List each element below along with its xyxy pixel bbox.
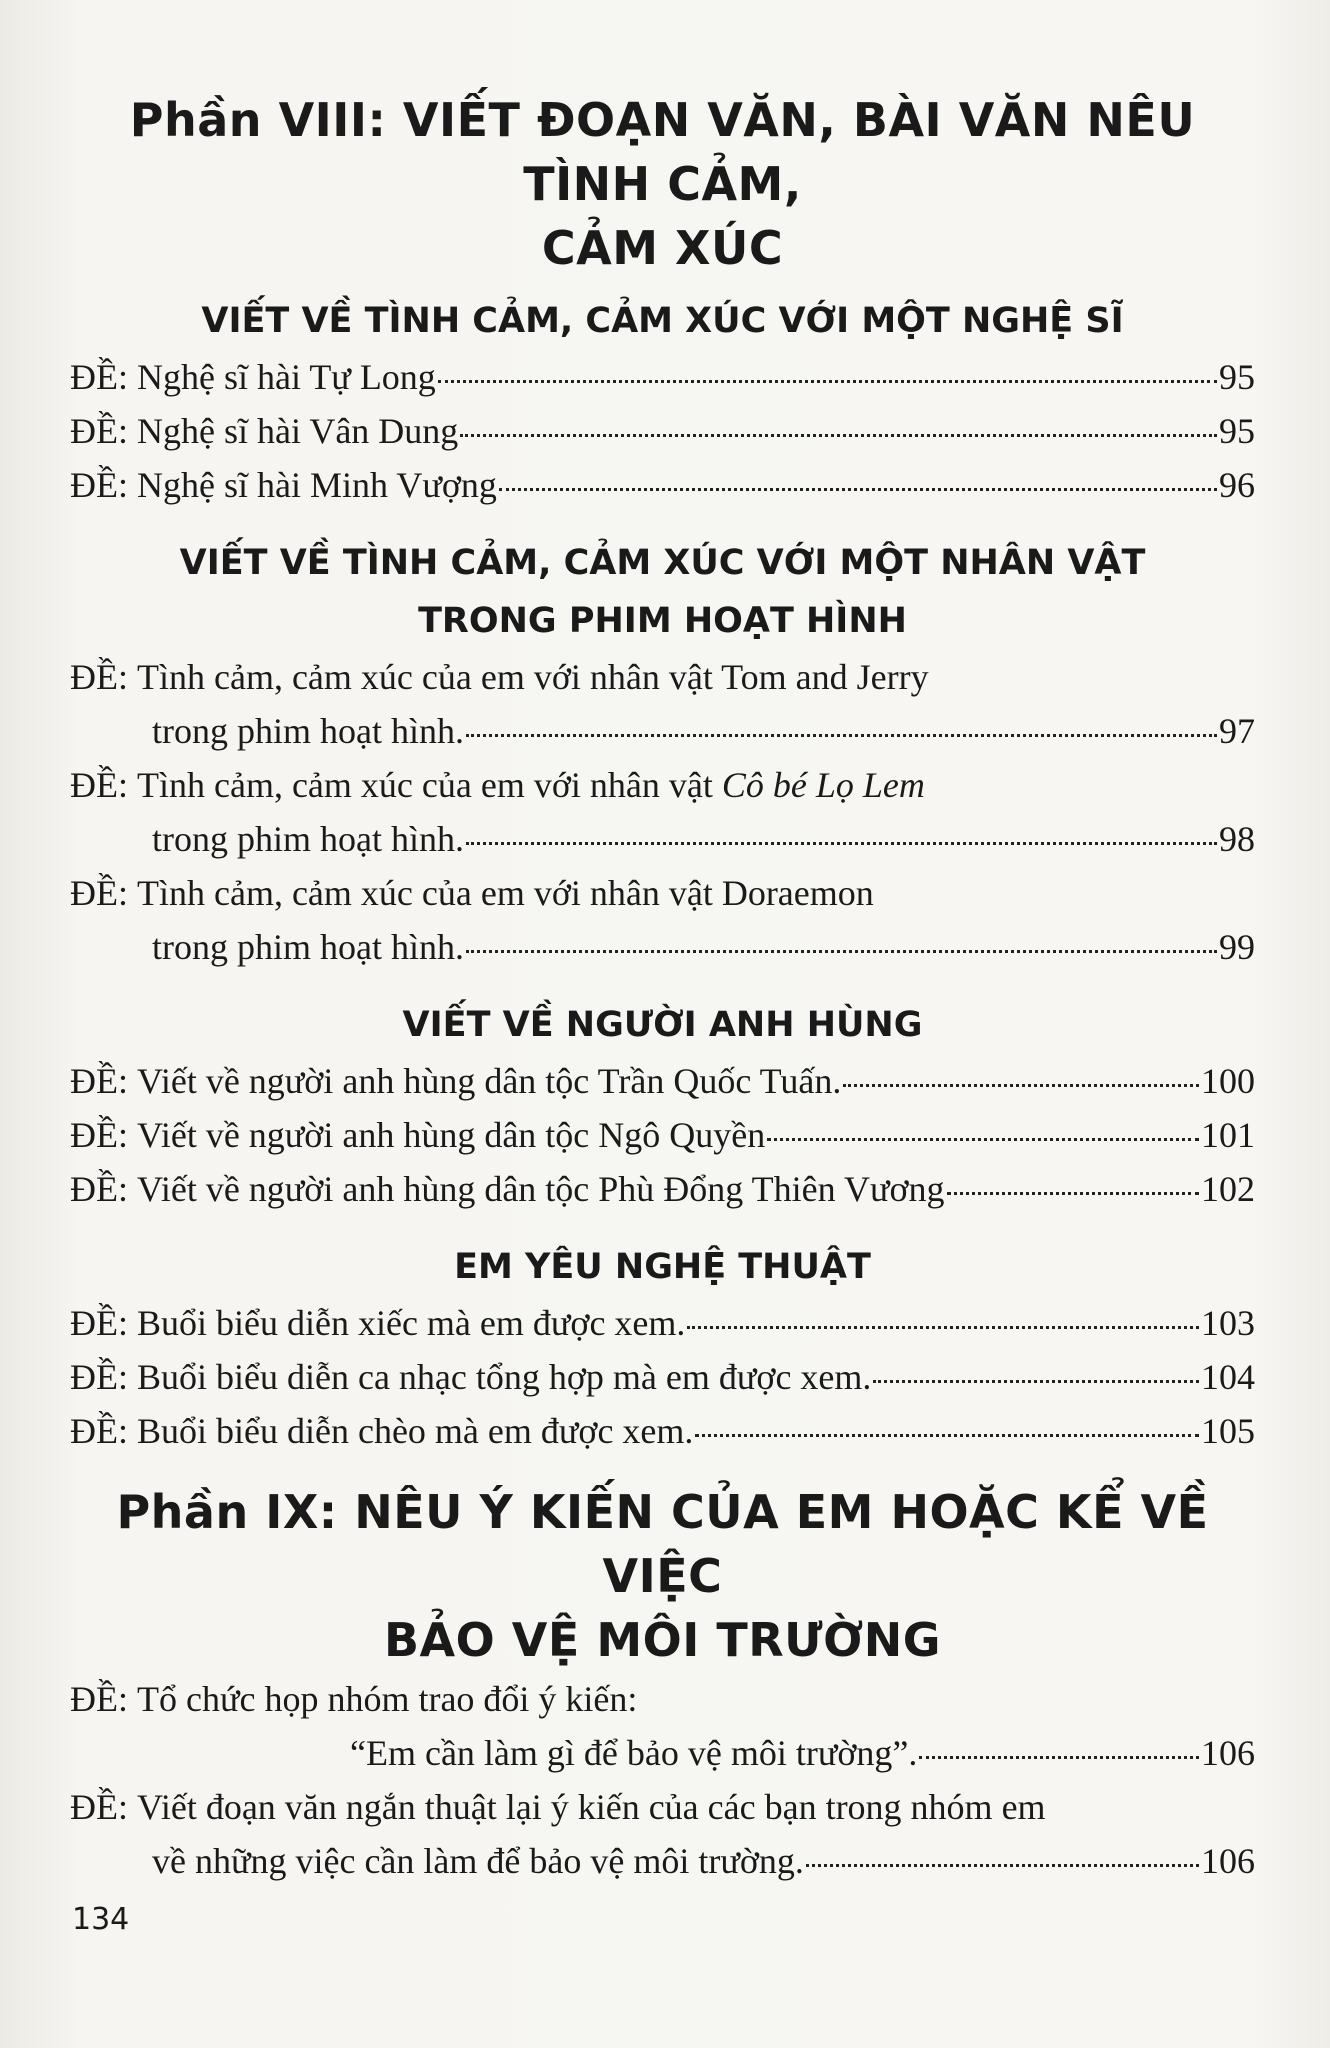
dot-leader [499,488,1217,491]
page-number: 134 [72,1902,130,1937]
page-ref: 106 [1201,1733,1255,1773]
page-ref: 95 [1219,411,1255,451]
toc-entry: ĐỀ: Nghệ sĩ hài Tự Long 95 [70,350,1255,404]
page-ref: 97 [1219,711,1255,751]
toc-entry: ĐỀ: Viết về người anh hùng dân tộc Phù Đổng Thiên Vương 102 [70,1162,1255,1216]
dot-leader [843,1084,1199,1087]
toc-entry: ĐỀ: Buổi biểu diễn xiếc mà em được xem. 103 [70,1296,1255,1350]
toc-entry: ĐỀ: Tình cảm, cảm xúc của em với nhân vật Doraemon trong phim hoạt hình. 99 [70,866,1255,974]
italic-title: Cô bé Lọ Lem [721,765,925,805]
part-8-title [70,88,1255,280]
toc-entry: ĐỀ: Nghệ sĩ hài Vân Dung 95 [70,404,1255,458]
dot-leader [460,434,1217,437]
dot-leader [806,1864,1199,1867]
page-ref: 102 [1201,1169,1255,1209]
page-ref: 101 [1201,1115,1255,1155]
section-title-hero: VIẾT VỀ NGƯỜI ANH HÙNG [402,1005,923,1045]
toc-entry: ĐỀ: Tổ chức họp nhóm trao đổi ý kiến: “Em cần làm gì để bảo vệ môi trường”. 106 [70,1672,1255,1780]
part-9-title [70,1480,1255,1672]
part-9-title-line-1: Phần IX: NÊU Ý KIẾN CỦA EM HOẶC KỂ VỀ VIỆC [116,1485,1209,1603]
dot-leader [873,1380,1199,1383]
toc-entry: ĐỀ: Viết về người anh hùng dân tộc Trần Quốc Tuấn. 100 [70,1054,1255,1108]
part-8-title-line-2: CẢM XÚC [541,221,784,275]
part-9-title-line-2: BẢO VỆ MÔI TRƯỜNG [384,1613,941,1667]
table-of-contents [70,88,1255,1888]
toc-entry: ĐỀ: Tình cảm, cảm xúc của em với nhân vật Tom and Jerry trong phim hoạt hình. 97 [70,650,1255,758]
page-ref: 95 [1219,357,1255,397]
toc-entry: ĐỀ: Buổi biểu diễn ca nhạc tổng hợp mà em được xem. 104 [70,1350,1255,1404]
toc-entry: ĐỀ: Buổi biểu diễn chèo mà em được xem. 105 [70,1404,1255,1458]
page-ref: 106 [1201,1841,1255,1881]
section-title-art: EM YÊU NGHỆ THUẬT [454,1247,871,1287]
dot-leader [466,734,1217,737]
page-ref: 100 [1201,1061,1255,1101]
dot-leader [767,1138,1199,1141]
toc-entry: ĐỀ: Viết về người anh hùng dân tộc Ngô Quyền 101 [70,1108,1255,1162]
dot-leader [695,1434,1199,1437]
page-ref: 96 [1219,465,1255,505]
dot-leader [466,950,1217,953]
toc-entry: ĐỀ: Nghệ sĩ hài Minh Vượng 96 [70,458,1255,512]
page-ref: 103 [1201,1303,1255,1343]
dot-leader [947,1192,1199,1195]
toc-entry: ĐỀ: Tình cảm, cảm xúc của em với nhân vật Cô bé Lọ Lem trong phim hoạt hình. 98 [70,758,1255,866]
toc-entry: ĐỀ: Viết đoạn văn ngắn thuật lại ý kiến của các bạn trong nhóm em về những việc cần làm để bảo vệ môi trường. 106 [70,1780,1255,1888]
dot-leader [466,842,1217,845]
dot-leader [919,1756,1199,1759]
part-8-title-line-1: Phần VIII: VIẾT ĐOẠN VĂN, BÀI VĂN NÊU TÌNH CẢM, [129,93,1196,211]
section-title-cartoon: VIẾT VỀ TÌNH CẢM, CẢM XÚC VỚI MỘT NHÂN VẬT TRONG PHIM HOẠT HÌNH [179,543,1146,641]
page-ref: 105 [1201,1411,1255,1451]
dot-leader [687,1326,1199,1329]
page-ref: 98 [1219,819,1255,859]
page-ref: 99 [1219,927,1255,967]
page-ref: 104 [1201,1357,1255,1397]
dot-leader [438,380,1217,383]
section-title-artist: VIẾT VỀ TÌNH CẢM, CẢM XÚC VỚI MỘT NGHỆ SĨ [201,301,1124,341]
